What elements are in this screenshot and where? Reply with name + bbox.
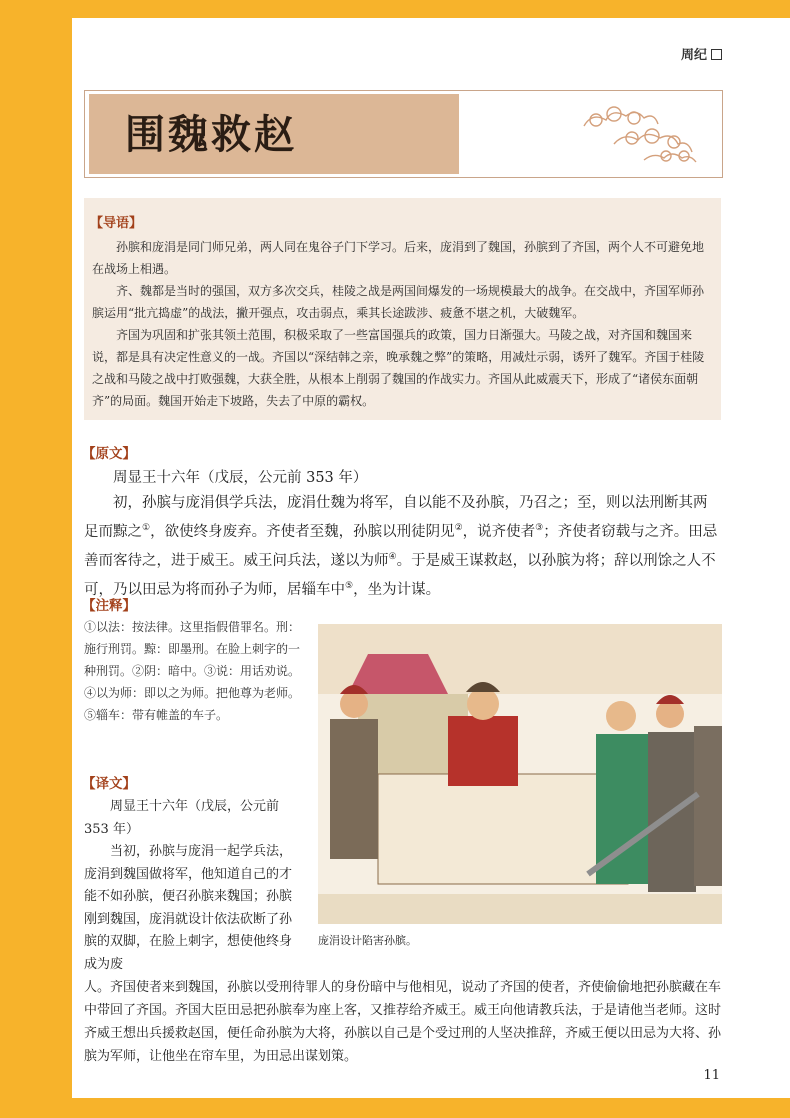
- original-date: 周显王十六年（戊辰，公元前 353 年）: [113, 470, 368, 486]
- intro-text: [92, 236, 712, 412]
- book-page: [72, 18, 790, 1098]
- notes-text: ①以法：按法律。这里指假借罪名。刑：施行刑罚。黥：即墨刑。在脸上刺字的一种刑罚。②阴：暗中。③说：用话劝说。④以为师：即以之为师。把他尊为老师。⑤辎车：带有帷盖的车子。: [84, 620, 301, 722]
- intro-label: 【导语】: [90, 216, 143, 231]
- title-banner: [84, 90, 723, 178]
- original-text-label: 【原文】: [82, 446, 136, 462]
- translation-continuation: 人。齐国使者来到魏国，孙膑以受刑待罪人的身份暗中与他相见，说动了齐国的使者，齐使偷偷地把孙膑藏在车中带回了齐国。齐国大臣田忌把孙膑奉为座上客，又推荐给齐威王。威王向他请教兵法，于是请他当老师。这时齐威王想出兵援救赵国，便任命孙膑为大将，孙膑以自己是个受过刑的人坚决推辞，齐威王便以田忌为大将、孙膑为军师，让他坐在帘车里，为田忌出谋划策。: [84, 980, 722, 1064]
- intro-paragraph: 孙膑和庞涓是同门师兄弟，两人同在鬼谷子门下学习。后来，庞涓到了魏国，孙膑到了齐国，两个人不可避免地在战场上相遇。: [92, 240, 705, 276]
- notes-label: 【注释】: [82, 598, 136, 614]
- intro-paragraph: 齐国为巩固和扩张其领土范围，积极采取了一些富国强兵的政策，国力日渐强大。马陵之战，对齐国和魏国来说，都是具有决定性意义的一战。齐国以“深结韩之亲，晚承魏之弊”的策略，用减灶示弱，诱歼了魏军。齐国于桂陵之战和马陵之战中打败强魏，大获全胜，从根本上削弱了魏国的作战实力。齐国从此威震天下，形成了“诸侯东面朝齐”的局面。魏国开始走下坡路，失去了中原的霸权。: [92, 328, 705, 408]
- translation-date: 周显王十六年（戊辰，公元前 353 年）: [84, 799, 280, 837]
- intro-paragraph: 齐、魏都是当时的强国，双方多次交兵，桂陵之战是两国间爆发的一场规模最大的战争。在交战中，齐国军师孙膑运用“批亢捣虚”的战法，撇开强点，攻击弱点，乘其长途跋涉、疲惫不堪之机，大破魏军。: [92, 284, 705, 320]
- illustration: [318, 624, 722, 924]
- original-text: [84, 466, 721, 602]
- illustration-caption: 庞涓设计陷害孙膑。: [318, 934, 417, 947]
- chapter-title: 围魏救赵: [125, 111, 297, 158]
- running-header: 周纪: [681, 44, 722, 63]
- translation-text: [84, 796, 302, 976]
- translation-label: 【译文】: [82, 776, 136, 792]
- auspicious-cloud-icon: [574, 96, 714, 170]
- original-paragraph: 初，孙膑与庞涓俱学兵法，庞涓仕魏为将军，自以能不及孙膑，乃召之；至，则以法刑断其两足而黥之①，欲使终身废弃。齐使者至魏，孙膑以刑徒阴见②，说齐使者③；齐使者窃载与之齐。田忌善而客待之，进于威王。威王问兵法，遂以为师④。于是威王谋救赵，以孙膑为将；辞以刑馀之人不可，乃以田忌为将而孙子为师，居辎车中⑤，坐为计谋。: [84, 495, 718, 598]
- header-box-icon: [711, 49, 722, 60]
- page-number: 11: [703, 1068, 720, 1083]
- translation-paragraph: 当初，孙膑与庞涓一起学兵法，庞涓到魏国做将军，他知道自己的才能不如孙膑，便召孙膑来魏国；孙膑刚到魏国，庞涓就设计依法砍断了孙膑的双脚，在脸上刺字，想使他终身成为废: [84, 844, 293, 972]
- introduction-box: [84, 198, 721, 420]
